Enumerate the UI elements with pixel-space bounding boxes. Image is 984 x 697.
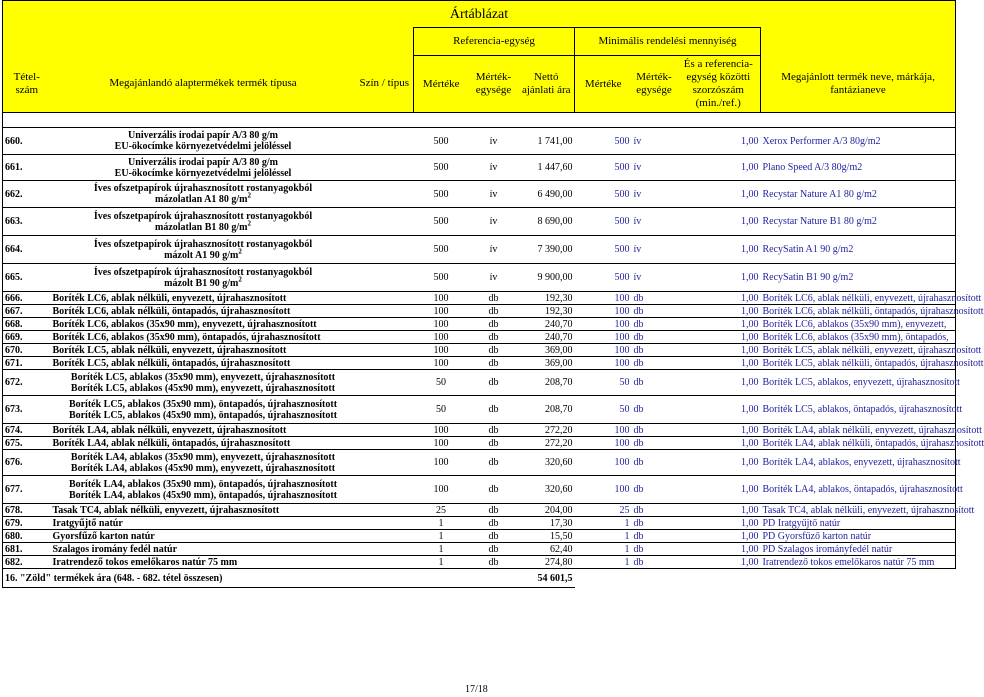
unit: db [469,437,519,450]
unit: db [469,357,519,370]
table-row [3,450,956,476]
multiplier: 1,00 [677,155,761,181]
multiplier: 1,00 [677,318,761,331]
color-type [356,476,414,504]
min-unit: ív [632,128,677,155]
quantity: 1 [414,556,469,569]
base-product-line-2: mázolatlan A1 80 $g/m^2$ [155,191,251,205]
min-unit: db [632,450,677,476]
quantity: 100 [414,305,469,318]
total-value: 54 601,5 [414,569,575,588]
offered-product: Boríték LC5, ablakos, öntapadós, újrahasznosított [761,396,956,424]
net-price: 208,70 [519,396,575,424]
base-product: Boríték LC5, ablak nélküli, enyvezett, újrahasznosított [51,344,356,357]
min-unit: ív [632,236,677,264]
min-quantity: 100 [575,437,632,450]
min-quantity: 500 [575,208,632,236]
offered-product: Boríték LA4, ablak nélküli, öntapadós, újrahasznosított [762,437,984,449]
min-quantity: 25 [575,504,632,517]
net-price: 320,60 [519,450,575,476]
item-number: 667. [3,305,51,318]
unit: db [469,530,519,543]
color-type [356,396,414,424]
item-number: 674. [3,424,51,437]
min-quantity: 100 [575,305,632,318]
base-product-line-2: Boríték LC5, ablakos (45x90 mm), öntapadós, újrahasznosított [68,409,338,421]
net-price: 192,30 [519,305,575,318]
net-price: 17,30 [519,517,575,530]
min-quantity: 1 [575,556,632,569]
unit: db [469,344,519,357]
item-number: 675. [3,437,51,450]
net-price: 6 490,00 [519,181,575,208]
color-type [356,292,414,305]
quantity: 500 [414,155,469,181]
color-type [356,331,414,344]
offered-product: Recystar Nature A1 80 g/m2 [761,181,956,208]
quantity: 50 [414,370,469,396]
net-price: 274,80 [519,556,575,569]
multiplier: 1,00 [677,437,761,450]
color-type [356,424,414,437]
header-unit: Mérték-egysége [469,56,519,113]
item-number: 672. [3,370,51,396]
offered-product: RecySatin B1 90 g/m2 [761,264,956,292]
min-quantity: 500 [575,128,632,155]
offered-product: Boríték LA4, ablakos, öntapadós, újrahasznosított [761,476,956,504]
base-product-line-1: Íves ofszetpapírok újrahasznosított rostanyagokból [93,266,313,278]
net-price: 1 447,60 [519,155,575,181]
table-row [3,292,956,305]
item-number: 660. [3,128,51,155]
unit: ív [469,128,519,155]
base-product-line-2: mázolt B1 90 $g/m^2$ [164,275,242,289]
offered-product: Recystar Nature B1 80 g/m2 [761,208,956,236]
base-product-line-2: EU-ökocímke környezetvédelmi jelöléssel [114,141,292,152]
unit: ív [469,236,519,264]
net-price: 320,60 [519,476,575,504]
header-offered-product: Megajánlott termék neve, márkája, fantázianeve [761,56,956,113]
table-row [3,331,956,344]
unit: ív [469,208,519,236]
offered-product: Boríték LC5, ablak nélküli, enyvezett, újrahasznosított [762,344,982,356]
color-type [356,504,414,517]
base-product-line-1: Univerzális irodai papír A/3 80 g/m [128,130,278,141]
min-unit: db [632,476,677,504]
multiplier: 1,00 [677,305,761,318]
unit: db [469,305,519,318]
quantity: 100 [414,331,469,344]
min-quantity: 100 [575,292,632,305]
unit: ív [469,181,519,208]
color-type [356,450,414,476]
net-price: 369,00 [519,357,575,370]
net-price: 8 690,00 [519,208,575,236]
item-number: 668. [3,318,51,331]
base-product-line-1: Boríték LC5, ablakos (35x90 mm), öntapadós, újrahasznosított [68,398,338,410]
offered-product: Boríték LC5, ablakos, enyvezett, újrahasznosított [761,370,956,396]
multiplier: 1,00 [677,236,761,264]
table-row [3,556,956,569]
color-type [356,344,414,357]
min-unit: ív [632,155,677,181]
multiplier: 1,00 [677,264,761,292]
item-number: 666. [3,292,51,305]
item-number: 676. [3,450,51,476]
min-unit: ív [632,264,677,292]
unit: db [469,331,519,344]
base-product [51,155,356,181]
base-product [51,264,356,292]
table-row [3,128,956,155]
base-product: Boríték LC6, ablakos (35x90 mm), öntapadós, újrahasznosított [51,331,356,344]
item-number: 682. [3,556,51,569]
color-type [356,517,414,530]
offered-product: Tasak TC4, ablak nélküli, enyvezett, újrahasznosított [762,504,975,516]
min-unit: db [632,370,677,396]
base-product-line-2: Boríték LA4, ablakos (45x90 mm), öntapadós, újrahasznosított [68,489,338,501]
net-price: 208,70 [519,370,575,396]
table-row [3,424,956,437]
page-number: 17/18 [465,684,488,695]
min-unit: db [632,357,677,370]
offered-product: Boríték LC6, ablak nélküli, öntapadós, újrahasznosított [762,305,984,317]
table-row [3,305,956,318]
item-number: 665. [3,264,51,292]
unit: db [469,318,519,331]
net-price: 9 900,00 [519,264,575,292]
superscript: 2 [247,219,251,228]
group-minimum-order: Minimális rendelési mennyiség [575,28,761,56]
min-unit: db [632,530,677,543]
multiplier: 1,00 [677,517,761,530]
base-product [51,208,356,236]
table-row [3,504,956,517]
multiplier: 1,00 [677,476,761,504]
base-product: Boríték LC6, ablak nélküli, enyvezett, újrahasznosított [51,292,356,305]
net-price: 204,00 [519,504,575,517]
base-product [51,128,356,155]
min-quantity: 50 [575,370,632,396]
multiplier: 1,00 [677,424,761,437]
base-product-line-1: Boríték LA4, ablakos (35x90 mm), enyvezett, újrahasznosított [70,451,336,463]
item-number: 663. [3,208,51,236]
min-quantity: 1 [575,517,632,530]
offered-product: Boríték LC6, ablak nélküli, enyvezett, újrahasznosított [762,292,982,304]
min-quantity: 500 [575,236,632,264]
multiplier: 1,00 [677,208,761,236]
quantity: 100 [414,357,469,370]
superscript: 2 [238,247,242,256]
base-product: Boríték LC6, ablak nélküli, öntapadós, újrahasznosított [51,305,356,318]
multiplier: 1,00 [677,543,761,556]
color-type [356,208,414,236]
base-product [51,396,356,424]
table-row [3,476,956,504]
color-type [356,437,414,450]
base-product: Tasak TC4, ablak nélküli, enyvezett, újrahasznosított [51,504,356,517]
base-product-line-1: Íves ofszetpapírok újrahasznosított rostanyagokból [93,238,313,250]
table-row [3,344,956,357]
table-row [3,357,956,370]
base-product-line-2: Boríték LC5, ablakos (45x90 mm), enyvezett, újrahasznosított [70,382,336,394]
item-number: 673. [3,396,51,424]
base-product: Iratgyűjtő natúr [51,517,356,530]
color-type [356,370,414,396]
base-product: Boríték LC6, ablakos (35x90 mm), enyvezett, újrahasznosított [51,318,356,331]
quantity: 500 [414,208,469,236]
net-price: 15,50 [519,530,575,543]
multiplier: 1,00 [677,292,761,305]
multiplier: 1,00 [677,344,761,357]
item-number: 661. [3,155,51,181]
color-type [356,128,414,155]
header-min-quantity: Mértéke [575,56,632,113]
net-price: 272,20 [519,424,575,437]
offered-product: PD Szalagos irományfedél natúr [761,543,956,556]
table-row [3,370,956,396]
base-product-line-2: mázolt A1 90 $g/m^2$ [164,247,242,261]
price-table [2,0,984,588]
min-quantity: 100 [575,450,632,476]
multiplier: 1,00 [677,357,761,370]
offered-product: PD Gyorsfűző karton natúr [761,530,956,543]
item-number: 670. [3,344,51,357]
offered-product: Boríték LC6, ablakos (35x90 mm), enyvezett, [761,318,956,331]
base-product-line-1: Boríték LC5, ablakos (35x90 mm), enyvezett, újrahasznosított [70,371,336,383]
min-quantity: 1 [575,543,632,556]
item-number: 664. [3,236,51,264]
base-product: Boríték LA4, ablak nélküli, enyvezett, újrahasznosított [51,424,356,437]
table-row [3,264,956,292]
min-quantity: 100 [575,331,632,344]
min-unit: db [632,556,677,569]
superscript: 2 [238,275,242,284]
offered-product: Xerox Performer A/3 80g/m2 [761,128,956,155]
min-quantity: 1 [575,530,632,543]
base-product-line-1: Boríték LA4, ablakos (35x90 mm), öntapadós, újrahasznosított [68,478,338,490]
net-price: 1 741,00 [519,128,575,155]
item-number: 679. [3,517,51,530]
net-price: 240,70 [519,318,575,331]
quantity: 100 [414,318,469,331]
color-type [356,181,414,208]
net-price: 369,00 [519,344,575,357]
unit: ív [469,264,519,292]
color-type [356,530,414,543]
multiplier: 1,00 [677,331,761,344]
item-number: 681. [3,543,51,556]
table-row [3,208,956,236]
color-type [356,318,414,331]
min-quantity: 100 [575,318,632,331]
color-type [356,264,414,292]
min-unit: ív [632,181,677,208]
min-unit: db [632,424,677,437]
quantity: 100 [414,344,469,357]
table-row [3,396,956,424]
table-row [3,318,956,331]
offered-product: Boríték LA4, ablak nélküli, enyvezett, újrahasznosított [762,424,982,436]
color-type [356,357,414,370]
offered-product: Boríték LC5, ablak nélküli, öntapadós, újrahasznosított [762,357,984,369]
total-empty [575,569,956,588]
base-product: Szalagos iromány fedél natúr [51,543,356,556]
color-type [356,556,414,569]
quantity: 1 [414,530,469,543]
header-net-price: Nettó ajánlati ára [519,56,575,113]
base-product-line-2: mázolatlan B1 80 $g/m^2$ [155,219,251,233]
unit: db [469,292,519,305]
base-product [51,370,356,396]
unit: db [469,450,519,476]
color-type [356,155,414,181]
min-unit: db [632,437,677,450]
table-row [3,517,956,530]
min-quantity: 500 [575,155,632,181]
table-row [3,155,956,181]
net-price: 192,30 [519,292,575,305]
total-label: 16. "Zöld" termékek ára (648. - 682. tétel összesen) [3,569,414,588]
min-unit: db [632,292,677,305]
min-unit: db [632,543,677,556]
item-number: 678. [3,504,51,517]
superscript: 2 [247,191,251,200]
table-title: Ártáblázat [3,1,956,28]
offered-product: Iratrendező tokos emelőkaros natúr 75 mm [761,556,956,569]
min-unit: db [632,504,677,517]
quantity: 1 [414,543,469,556]
table-row [3,236,956,264]
quantity: 500 [414,128,469,155]
header-item-number: Tétel-szám [3,56,51,113]
unit: db [469,543,519,556]
min-quantity: 500 [575,264,632,292]
min-quantity: 100 [575,476,632,504]
min-unit: db [632,318,677,331]
min-quantity: 500 [575,181,632,208]
quantity: 1 [414,517,469,530]
multiplier: 1,00 [677,530,761,543]
group-reference-unit: Referencia-egység [414,28,575,56]
header-multiplier: És a referencia-egység közötti szorzószám (min./ref.) [677,56,761,113]
offered-product: Boríték LA4, ablakos, enyvezett, újrahasznosított [761,450,956,476]
unit: db [469,556,519,569]
quantity: 100 [414,450,469,476]
color-type [356,305,414,318]
min-quantity: 100 [575,344,632,357]
quantity: 100 [414,437,469,450]
quantity: 500 [414,264,469,292]
table-row [3,181,956,208]
item-number: 662. [3,181,51,208]
base-product-line-1: Univerzális irodai papír A/3 80 g/m [128,156,278,168]
quantity: 25 [414,504,469,517]
min-quantity: 100 [575,357,632,370]
header-min-unit: Mérték-egysége [632,56,677,113]
min-quantity: 50 [575,396,632,424]
base-product: Boríték LC5, ablak nélküli, öntapadós, újrahasznosított [51,357,356,370]
net-price: 240,70 [519,331,575,344]
multiplier: 1,00 [677,181,761,208]
base-product-line-1: Íves ofszetpapírok újrahasznosított rostanyagokból [93,183,313,194]
unit: db [469,517,519,530]
offered-product: RecySatin A1 90 g/m2 [761,236,956,264]
base-product-line-2: Boríték LA4, ablakos (45x90 mm), enyvezett, újrahasznosított [70,462,336,474]
net-price: 272,20 [519,437,575,450]
multiplier: 1,00 [677,504,761,517]
quantity: 500 [414,236,469,264]
multiplier: 1,00 [677,556,761,569]
multiplier: 1,00 [677,396,761,424]
base-product: Gyorsfűző karton natúr [51,530,356,543]
base-product [51,181,356,208]
table-row [3,530,956,543]
offered-product: Boríték LC6, ablakos (35x90 mm), öntapadós, [761,331,956,344]
table-row [3,543,956,556]
color-type [356,543,414,556]
base-product-line-1: Íves ofszetpapírok újrahasznosított rostanyagokból [93,210,313,222]
base-product [51,236,356,264]
unit: db [469,504,519,517]
min-unit: ív [632,208,677,236]
multiplier: 1,00 [677,370,761,396]
min-unit: db [632,331,677,344]
quantity: 100 [414,476,469,504]
base-product [51,476,356,504]
header-base-product: Megajánlandó alaptermékek termék típusa [51,56,356,113]
min-unit: db [632,305,677,318]
quantity: 500 [414,181,469,208]
net-price: 62,40 [519,543,575,556]
base-product-line-2: EU-ökocímke környezetvédelmi jelöléssel [114,167,292,179]
unit: ív [469,155,519,181]
base-product [51,450,356,476]
min-unit: db [632,396,677,424]
unit: db [469,424,519,437]
quantity: 50 [414,396,469,424]
quantity: 100 [414,424,469,437]
net-price: 7 390,00 [519,236,575,264]
base-product: Iratrendező tokos emelőkaros natúr 75 mm [51,556,356,569]
multiplier: 1,00 [677,128,761,155]
item-number: 669. [3,331,51,344]
unit: db [469,476,519,504]
color-type [356,236,414,264]
multiplier: 1,00 [677,450,761,476]
item-number: 671. [3,357,51,370]
header-quantity: Mértéke [414,56,469,113]
item-number: 677. [3,476,51,504]
unit: db [469,396,519,424]
base-product: Boríték LA4, ablak nélküli, öntapadós, újrahasznosított [51,437,356,450]
offered-product: PD Iratgyűjtő natúr [761,517,956,530]
item-number: 680. [3,530,51,543]
min-quantity: 100 [575,424,632,437]
quantity: 100 [414,292,469,305]
unit: db [469,370,519,396]
min-unit: db [632,517,677,530]
total-row [3,569,956,588]
table-row [3,437,956,450]
min-unit: db [632,344,677,357]
offered-product: Plano Speed A/3 80g/m2 [761,155,956,181]
header-color-type: Szín / típus [356,56,414,113]
